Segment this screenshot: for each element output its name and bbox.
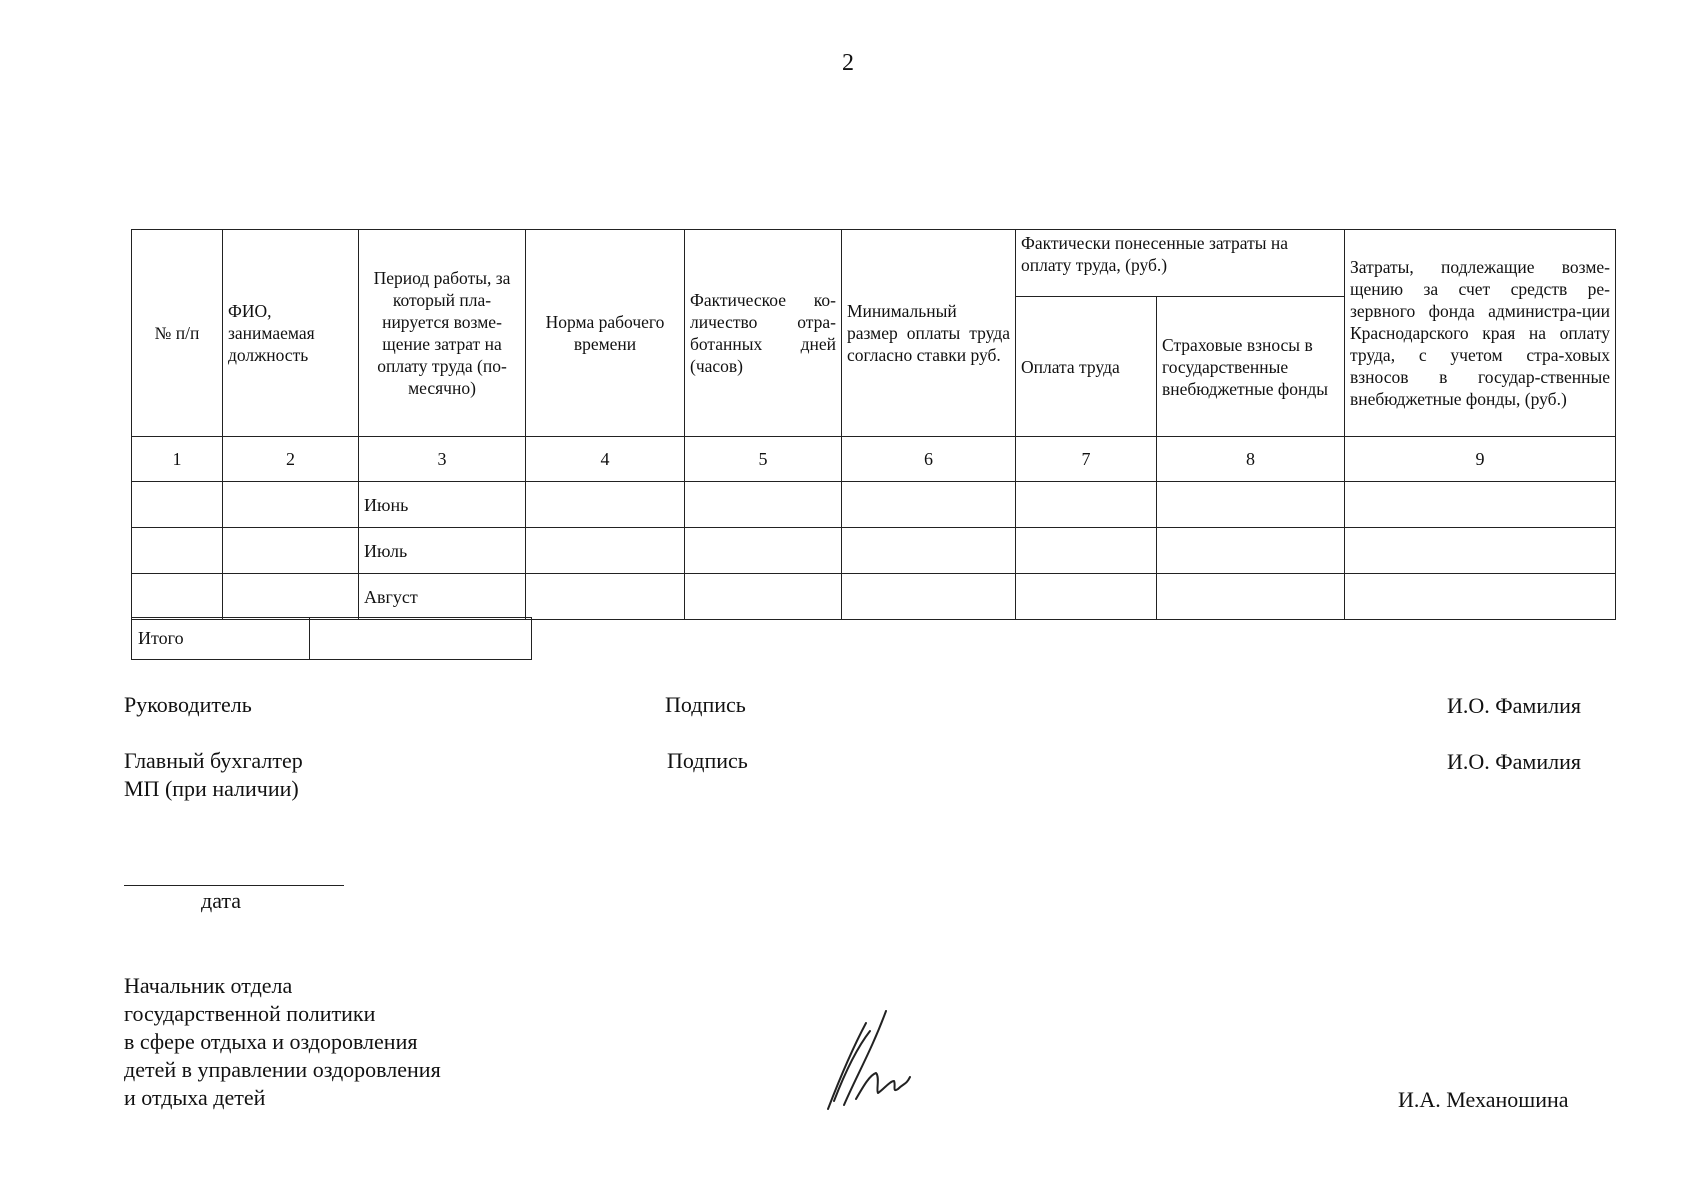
table-cell xyxy=(223,482,359,528)
header-wages: Оплата труда xyxy=(1016,297,1157,437)
position-line: Начальник отдела xyxy=(124,973,293,998)
head-label: Руководитель xyxy=(124,692,252,717)
column-number: 7 xyxy=(1016,437,1157,482)
table-row xyxy=(132,528,1616,574)
table-row xyxy=(132,482,1616,528)
total-value-cell xyxy=(310,618,532,660)
table-cell xyxy=(1157,574,1345,620)
table-cell xyxy=(223,574,359,620)
header-name-position: ФИО, занимаемая должность xyxy=(223,230,359,437)
header-work-norm: Норма рабочего времени xyxy=(526,230,685,437)
header-actual-costs: Фактически понесенные затраты на оплату труда, (руб.) xyxy=(1016,230,1345,297)
date-line xyxy=(124,885,344,886)
table-cell xyxy=(1345,482,1616,528)
column-number: 2 xyxy=(223,437,359,482)
expense-table xyxy=(131,229,1616,620)
month-cell: Август xyxy=(359,574,526,620)
table-cell xyxy=(685,482,842,528)
column-number: 8 xyxy=(1157,437,1345,482)
head-name: И.О. Фамилия xyxy=(1447,693,1581,718)
total-row xyxy=(131,617,532,660)
month-cell: Июнь xyxy=(359,482,526,528)
header-insurance: Страховые взносы в государственные внебюджетные фонды xyxy=(1157,297,1345,437)
table-cell xyxy=(1157,528,1345,574)
position-line: в сфере отдыха и оздоровления xyxy=(124,1029,418,1054)
position-line: детей в управлении оздоровления xyxy=(124,1057,441,1082)
column-number: 5 xyxy=(685,437,842,482)
date-label: дата xyxy=(201,888,242,913)
stamp-label: МП (при наличии) xyxy=(124,776,299,801)
table-cell xyxy=(1345,574,1616,620)
table-cell xyxy=(842,482,1016,528)
table-cell xyxy=(526,482,685,528)
chief-accountant-signature-label: Подпись xyxy=(667,748,748,773)
position-line: и отдыха детей xyxy=(124,1085,266,1110)
page-number: 2 xyxy=(842,50,854,76)
chief-accountant-label: Главный бухгалтер xyxy=(124,748,303,773)
column-number: 6 xyxy=(842,437,1016,482)
header-min-wage: Минимальный размер оплаты труда согласно ставки руб. xyxy=(842,230,1016,437)
column-number: 3 xyxy=(359,437,526,482)
header-period: Период работы, за который пла-нируется возме-щение затрат на оплату труда (по-месячно) xyxy=(359,230,526,437)
head-signature-label: Подпись xyxy=(665,692,746,717)
table-cell xyxy=(1345,528,1616,574)
column-number: 4 xyxy=(526,437,685,482)
column-number: 1 xyxy=(132,437,223,482)
table-row xyxy=(132,574,1616,620)
column-number: 9 xyxy=(1345,437,1616,482)
column-numbering-row xyxy=(132,437,1616,482)
header-number: № п/п xyxy=(132,230,223,437)
official-name: И.А. Механошина xyxy=(1398,1087,1569,1112)
table-cell xyxy=(132,528,223,574)
total-label: Итого xyxy=(132,618,310,660)
table-cell xyxy=(842,574,1016,620)
header-reimbursable-costs: Затраты, подлежащие возме-щению за счет средств ре-зервного фонда администра-ции Краснодарского края на оплату труда, с учетом стра-ховых взносов в государ-ственные внебюджетные фонды, (руб.) xyxy=(1345,230,1616,437)
month-cell: Июль xyxy=(359,528,526,574)
table-cell xyxy=(132,574,223,620)
table-cell xyxy=(842,528,1016,574)
table-cell xyxy=(1016,482,1157,528)
table-cell xyxy=(526,528,685,574)
table-cell xyxy=(685,574,842,620)
table-cell xyxy=(1016,528,1157,574)
table-cell xyxy=(1016,574,1157,620)
position-line: государственной политики xyxy=(124,1001,376,1026)
table-cell xyxy=(223,528,359,574)
table-cell xyxy=(132,482,223,528)
header-days-worked: Фактическое ко-личество отра-ботанных дней (часов) xyxy=(685,230,842,437)
table-cell xyxy=(1157,482,1345,528)
chief-accountant-name: И.О. Фамилия xyxy=(1447,749,1581,774)
table-cell xyxy=(526,574,685,620)
handwritten-signature xyxy=(820,1005,940,1115)
table-cell xyxy=(685,528,842,574)
